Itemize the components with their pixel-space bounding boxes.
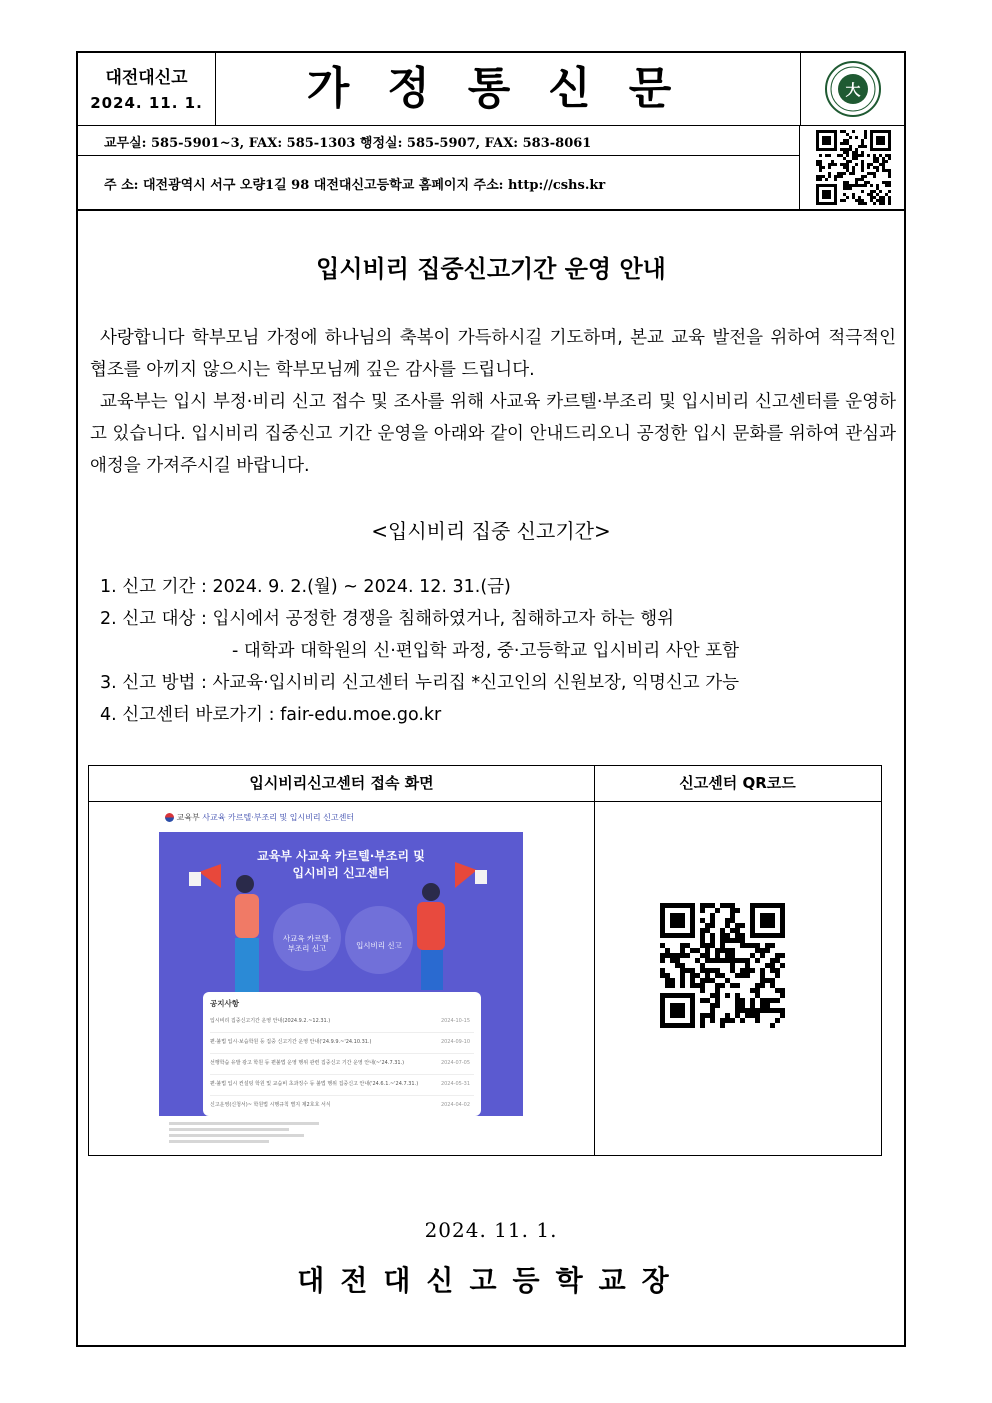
notice-title: 편·불법 입시 컨설팅 학원 및 교습비 초과징수 등 불법 행위 집중신고 안내('24.6.1.~'24.7.31.): [210, 1081, 419, 1087]
notice-title: 입시비리 집중신고기간 운영 안내(2024.9.2.~12.31.): [210, 1018, 331, 1024]
notice-date: 2024-10-15: [437, 1012, 470, 1030]
notice-row[interactable]: [210, 1054, 474, 1075]
letter-header: [78, 53, 904, 211]
document-frame: [76, 51, 906, 1347]
notice-title: 선행학습 유발 광고 학원 등 편불법 운영 행위 관련 집중신고 기간 운영 안내(~'24.7.31.): [210, 1060, 405, 1066]
report-button-1[interactable]: [277, 934, 337, 954]
notice-date: 2024-07-05: [437, 1054, 470, 1072]
ministry-logo-icon: [165, 813, 174, 822]
list-item: - 대학과 대학원의 신·편입학 과정, 중·고등학교 입시비리 사안 포함: [232, 641, 740, 661]
principal-signature: 대전대신고등학교장: [297, 1264, 685, 1297]
homepage-qr-code: [800, 125, 904, 209]
info-table: [88, 765, 882, 1156]
button-1-line-2: 부조리 신고: [287, 944, 327, 953]
school-name: 대전대신고: [105, 68, 188, 88]
footer-line: [169, 1128, 289, 1131]
report-center-qr-code: [656, 899, 790, 1033]
section-subtitle: <입시비리 집중 신고기간>: [371, 519, 611, 543]
notice-title: 입시비리 집중신고기간 운영 안내: [316, 255, 666, 283]
school-info: [78, 53, 216, 125]
list-item: 3. 신고 방법 : 사교육·입시비리 신고센터 누리집 *신고인의 신원보장, 익명신고 가능: [100, 673, 740, 693]
notice-title: 신고운영(신청서)~ 학원법 시행규칙 별지 제2호호 서식: [210, 1102, 331, 1108]
list-item: 1. 신고 기간 : 2024. 9. 2.(월) ~ 2024. 12. 31.(금): [100, 577, 511, 597]
notice-panel: [203, 992, 481, 1116]
footer-line: [169, 1140, 269, 1143]
address-line: 주 소: 대전광역시 서구 오량1길 98 대전대신고등학교 홈페이지 주소: http://cshs.kr: [78, 155, 800, 209]
screenshot-site-name: 사교육 카르텔·부조리 및 입시비리 신고센터: [202, 813, 355, 822]
report-items-list: [100, 571, 739, 731]
notice-date: 2024-04-02: [437, 1096, 470, 1114]
table-divider: [594, 766, 595, 1155]
notice-row[interactable]: [210, 1096, 474, 1116]
notice-list: [210, 1012, 474, 1116]
list-item: 2. 신고 대상 : 입시에서 공정한 경쟁을 침해하였거나, 침해하고자 하는 행위: [100, 609, 675, 629]
ministry-label: 교육부: [176, 813, 200, 822]
notice-date: 2024-05-31: [437, 1075, 470, 1093]
info-paragraph: 교육부는 입시 부정·비리 신고 접수 및 조사를 위해 사교육 카르텔·부조리 및 입시비리 신고센터를 운영하고 있습니다. 입시비리 집중신고 기간 운영을 아래와 같이 안내드리오니 공정한 입시 문화를 위하여 관심과 애정을 가져주시길 바랍니다.: [90, 392, 896, 476]
notice-row[interactable]: [210, 1012, 474, 1033]
footer-date: 2024. 11. 1.: [424, 1218, 558, 1242]
table-header-screen: 입시비리신고센터 접속 화면: [89, 766, 594, 802]
page-title: 가정통신문: [306, 63, 710, 114]
headline-line-1: 교육부 사교육 카르텔·부조리 및: [257, 849, 425, 863]
table-header-qr: 신고센터 QR코드: [594, 766, 881, 802]
contact-line: 교무실: 585-5901~3, FAX: 585-1303 행정실: 585-5907, FAX: 583-8061: [78, 125, 800, 155]
notice-date: 2024-09-10: [437, 1033, 470, 1051]
greeting-paragraph: 사랑합니다 학부모님 가정에 하나님의 축복이 가득하시길 기도하며, 본교 교육 발전을 위하여 적극적인 협조를 아끼지 않으시는 학부모님께 깊은 감사를 드립니다.: [90, 328, 896, 380]
notice-title: 편·불법 입시·보습학원 등 집중 신고기간 운영 안내('24.9.9.~'24.10.31.): [210, 1039, 372, 1045]
button-1-line-1: 사교육 카르텔·: [282, 934, 332, 943]
school-emblem: [800, 53, 904, 125]
screenshot-header: [165, 812, 525, 826]
report-center-screenshot: [159, 812, 523, 1152]
headline-line-2: 입시비리 신고센터: [292, 866, 390, 880]
report-button-2[interactable]: 입시비리 신고: [356, 941, 402, 950]
footer-line: [169, 1122, 319, 1125]
notice-row[interactable]: [210, 1075, 474, 1096]
screenshot-footer: [169, 1122, 369, 1152]
screenshot-banner: [159, 832, 523, 1116]
notice-panel-title: 공지사항: [210, 999, 239, 1008]
footer-line: [169, 1134, 304, 1137]
list-item: 4. 신고센터 바로가기 : fair-edu.moe.go.kr: [100, 705, 442, 725]
svg-text:大: 大: [845, 81, 861, 99]
notice-row[interactable]: [210, 1033, 474, 1054]
issue-date: 2024. 11. 1.: [90, 94, 203, 112]
